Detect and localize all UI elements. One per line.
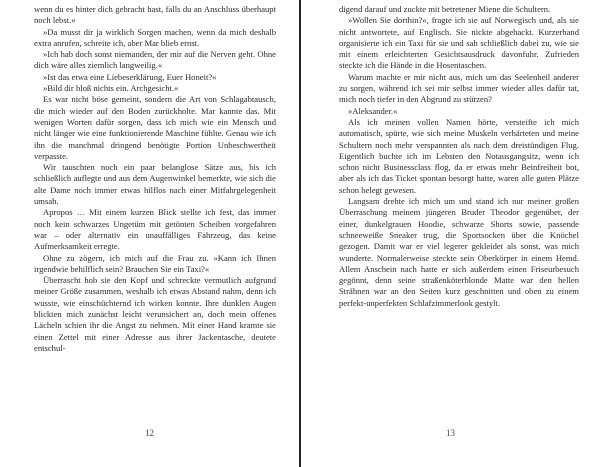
paragraph: »Bild dir bloß nichts ein. Archgesicht.«	[43, 83, 179, 94]
left-text-block	[34, 4, 276, 354]
paragraph: Es war nicht böse gemeint, sondern die Art von Schlagabtausch, die mich wieder auf den Boden zurückholte. Mar kannte das. Mit wenigen Worten dafür sorgen, dass ich mich wie ein Mensch und nicht länger wie eine funktionierende Maschine fühlte. Genau wie ich ihn die manchmal dringend benötigte Portion Unbeschwertheit verpasste.	[34, 94, 276, 161]
paragraph: Apropos … Mit einem kurzen Blick stellte ich fest, das immer noch kein schwarzes Ungetüm mit getönten Scheiben vorgefahren war – oder alternativ ein unauffälliges Fahrzeug, das keine Aufmerksamkeit erregte.	[34, 207, 276, 252]
paragraph: wenn du es hinter dich gebracht hast, falls du an Anschluss überhaupt noch lebst.«	[34, 4, 276, 26]
paragraph: Ohne zu zögern, ich mich auf die Frau zu. »Kann ich Ihnen irgendwie behilflich sein? Brauchen Sie ein Taxi?«	[34, 252, 276, 274]
paragraph: »Ist das etwa eine Liebeserklärung, Euer Honeit?«	[43, 71, 217, 82]
paragraph: »Ich hab doch sonst niemanden, der mir auf die Nerven geht. Ohne dich wäre alles ziemlich langweilig.«	[34, 49, 276, 71]
paragraph: Als ich meinen vollen Namen hörte, versteifte ich mich automatisch, spürte, wie sich meine Muskeln verhärteten und meine Schultern noch mehr verspannten als nach dem dreistündigen Flug. Eigentlich buchte ich im Lebsten den Notausgangsitz, wenn ich schon nicht Businessclass flog, da er etwas mehr Beinfreiheit bot, aber als ich das Ticket spontan besorgt hatte, waren alle guten Plätze schon belegt gewesen.	[339, 116, 579, 195]
paragraph: »Da musst dir ja wirklich Sorgen machen, wenn da mich deshalb extra anrufen, schreite ich, aber Mar blieb ernst.	[34, 26, 276, 48]
paragraph: Warum machte er mir nicht aus, mich um das Seelenheil anderer zu sorgen, während ich sei mir selbst immer wieder alles dafür tat, mich noch tiefer in den Abgrund zu stürzen?	[339, 71, 579, 105]
page-number-left: 12	[145, 428, 154, 438]
paragraph: »Wollen Sie dorthin?«, fragte ich sie auf Norwegisch und, als sie nicht antwortete, auf Englisch. Sie nickte abgehackt. Kurzerhand organisierte ich ein Taxi für sie und sah schließlich dabei zu, wie sie mit einem erleichterten Gesichtsausdruck davonfuhr. Zufrieden steckte ich die Hände in die Hosentaschen.	[339, 15, 579, 71]
paragraph: Langsam drehte ich mich um und stand ich nur meiner großen Überraschung meinem jüngeren Bruder Theodor gegenüber, der einer, dunkelgrauen Hoodie, schwarze Shorts sowie, passende schneeweiße Sneaker trug, die Sportsocken über die Knöchel gezogen. Damit war er viel legerer gekleidet als sonst, was mich wunderte. Normalerweise steckte sein Oberkörper in einem Hemd. Allem Anschein nach hatte er sich außerdem einen Friseurbesuch gegönnt, denn seine straßenköterblonde Matte war den hellen Strähnen war an den Seiten kurz geschnitten und oben zu einem perfekt-unperfekten Schlafzimmerlook gestylt.	[339, 196, 579, 308]
paragraph: digend darauf und zuckte mit betretener Miene die Schultern.	[339, 4, 551, 14]
page-number-right: 13	[446, 428, 455, 438]
right-page	[301, 0, 600, 467]
paragraph: »Aleksander.«	[348, 105, 398, 116]
right-text-block	[339, 4, 579, 309]
left-page	[0, 0, 299, 467]
paragraph: Wir tauschten noch ein paar belanglose Sätze aus, bis ich schließlich auflegte und aus dem Augenwinkel bemerkte, wie sich die alte Dame noch immer etwas hilflos nach einer Mitfahrgelegenheit umsah.	[34, 162, 276, 207]
paragraph: Überrascht hob sie den Kopf und schreckte vermutlich aufgrund meiner Größe zusammen, weshalb ich etwas Abstand nahm, denn ich wusste, wie einschüchternd ich wirken konnte. Ihre dunklen Augen blickten mich zunächst leicht verunsichert an, doch mein offenes Lächeln schien ihr die Angst zu nehmen. Mit einer Hand kramte sie einen Zettel mit einer Adresse aus ihrer Jackentasche, deutete entschul-	[34, 275, 276, 353]
